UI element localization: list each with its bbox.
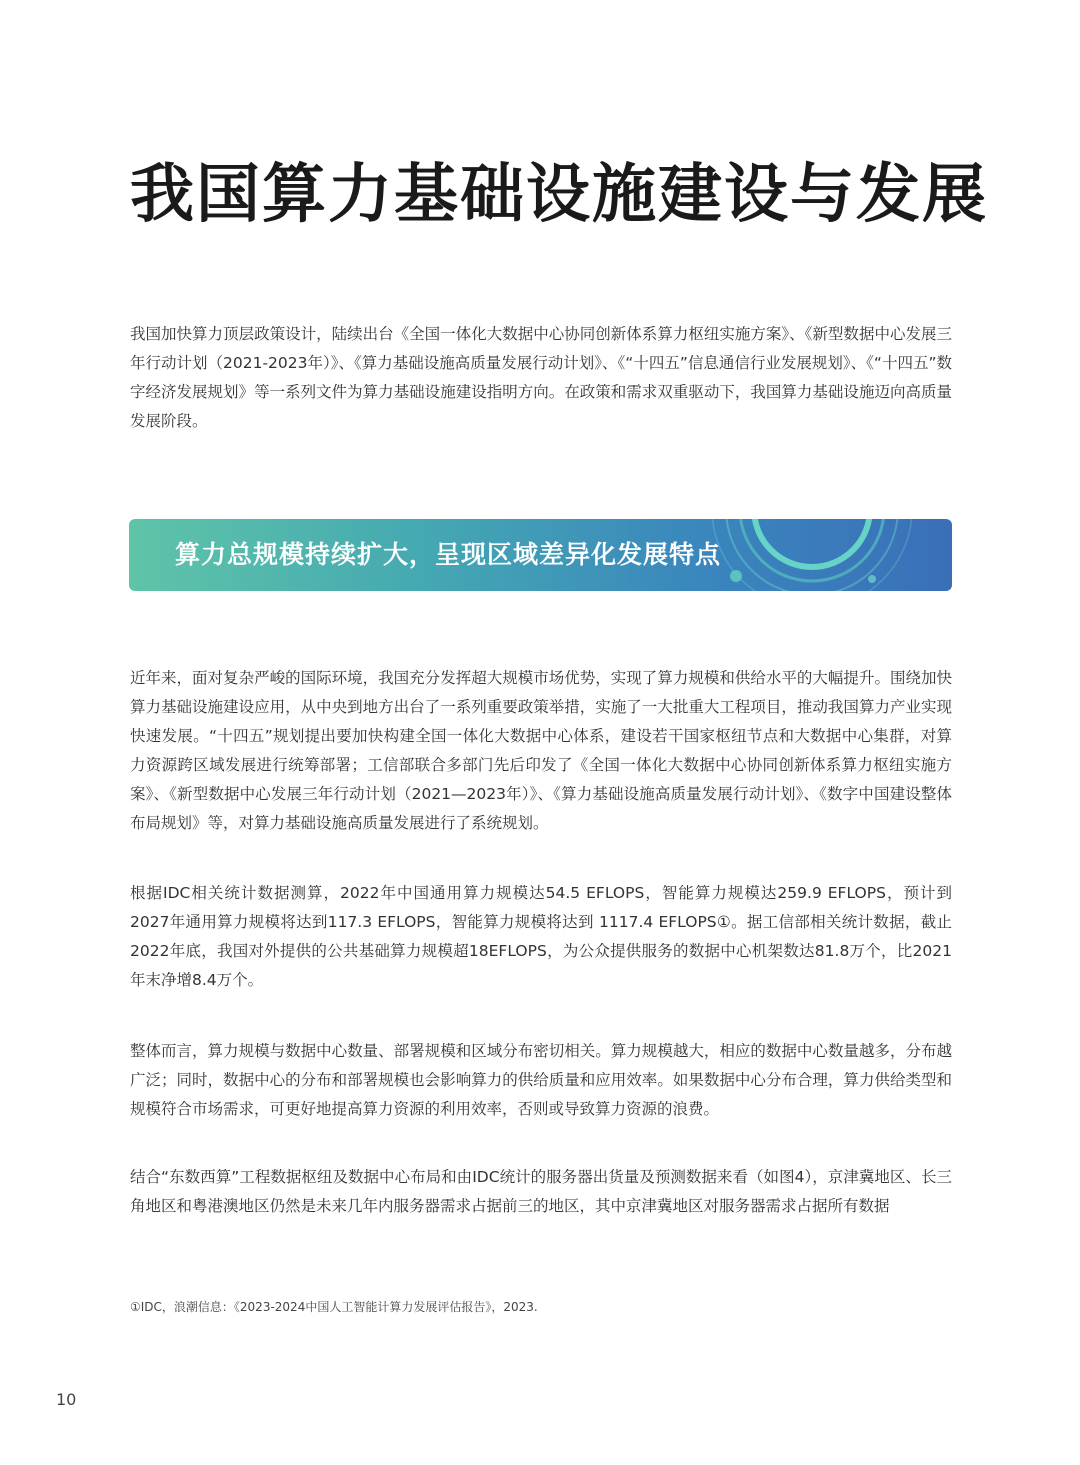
page-title: 我国算力基础设施建设与发展: [130, 158, 988, 232]
page-number: 10: [56, 1390, 77, 1409]
body-paragraph-3: 整体而言，算力规模与数据中心数量、部署规模和区域分布密切相关。算力规模越大，相应的数据中心数量越多，分布越广泛；同时，数据中心的分布和部署规模也会影响算力的供给质量和应用效率。如果数据中心分布合理，算力供给类型和规模符合市场需求，可更好地提高算力资源的利用效率，否则或导致算力资源的浪费。: [130, 1042, 952, 1118]
body-paragraph-1: 近年来，面对复杂严峻的国际环境，我国充分发挥超大规模市场优势，实现了算力规模和供给水平的大幅提升。围绕加快算力基础设施建设应用，从中央到地方出台了一系列重要政策举措，实施了一大批重大工程项目，推动我国算力产业实现快速发展。“十四五”规划提出要加快构建全国一体化大数据中心体系，建设若干国家枢纽节点和大数据中心集群，对算力资源跨区域发展进行统筹部署；工信部联合多部门先后印发了《全国一体化大数据中心协同创新体系算力枢纽实施方案》、《新型数据中心发展三年行动计划（2021—2023年）》、《算力基础设施高质量发展行动计划》、《数字中国建设整体布局规划》等，对算力基础设施高质量发展进行了系统规划。: [130, 669, 952, 832]
section-title: 算力总规模持续扩大，呈现区域差异化发展特点: [175, 540, 722, 569]
footnote: ①IDC，浪潮信息：《2023-2024中国人工智能计算力发展评估报告》，2023.: [130, 1300, 538, 1314]
intro-paragraph: 我国加快算力顶层政策设计，陆续出台《全国一体化大数据中心协同创新体系算力枢纽实施方案》、《新型数据中心发展三年行动计划（2021-2023年）》、《算力基础设施高质量发展行动计划》、《“十四五”信息通信行业发展规划》、《“十四五”数字经济发展规划》等一系列文件为算力基础设施建设指明方向。在政策和需求双重驱动下，我国算力基础设施迈向高质量发展阶段。: [130, 325, 952, 430]
section-banner: [129, 519, 952, 591]
body-paragraph-2: 根据IDC相关统计数据测算，2022年中国通用算力规模达54.5 EFLOPS，智能算力规模达259.9 EFLOPS，预计到2027年通用算力规模将达到117.3 EFLOPS，智能算力规模将达到 1117.4 EFLOPS①。据工信部相关统计数据，截止2022年底，我国对外提供的公共基础算力规模超18EFLOPS，为公众提供服务的数据中心机架数达81.8万个，比2021年末净增8.4万个。: [130, 884, 952, 989]
body-paragraph-4: 结合“东数西算”工程数据枢纽及数据中心布局和由IDC统计的服务器出货量及预测数据来看（如图4），京津冀地区、长三角地区和粤港澳地区仍然是未来几年内服务器需求占据前三的地区，其中京津冀地区对服务器需求占据所有数据: [130, 1168, 952, 1215]
